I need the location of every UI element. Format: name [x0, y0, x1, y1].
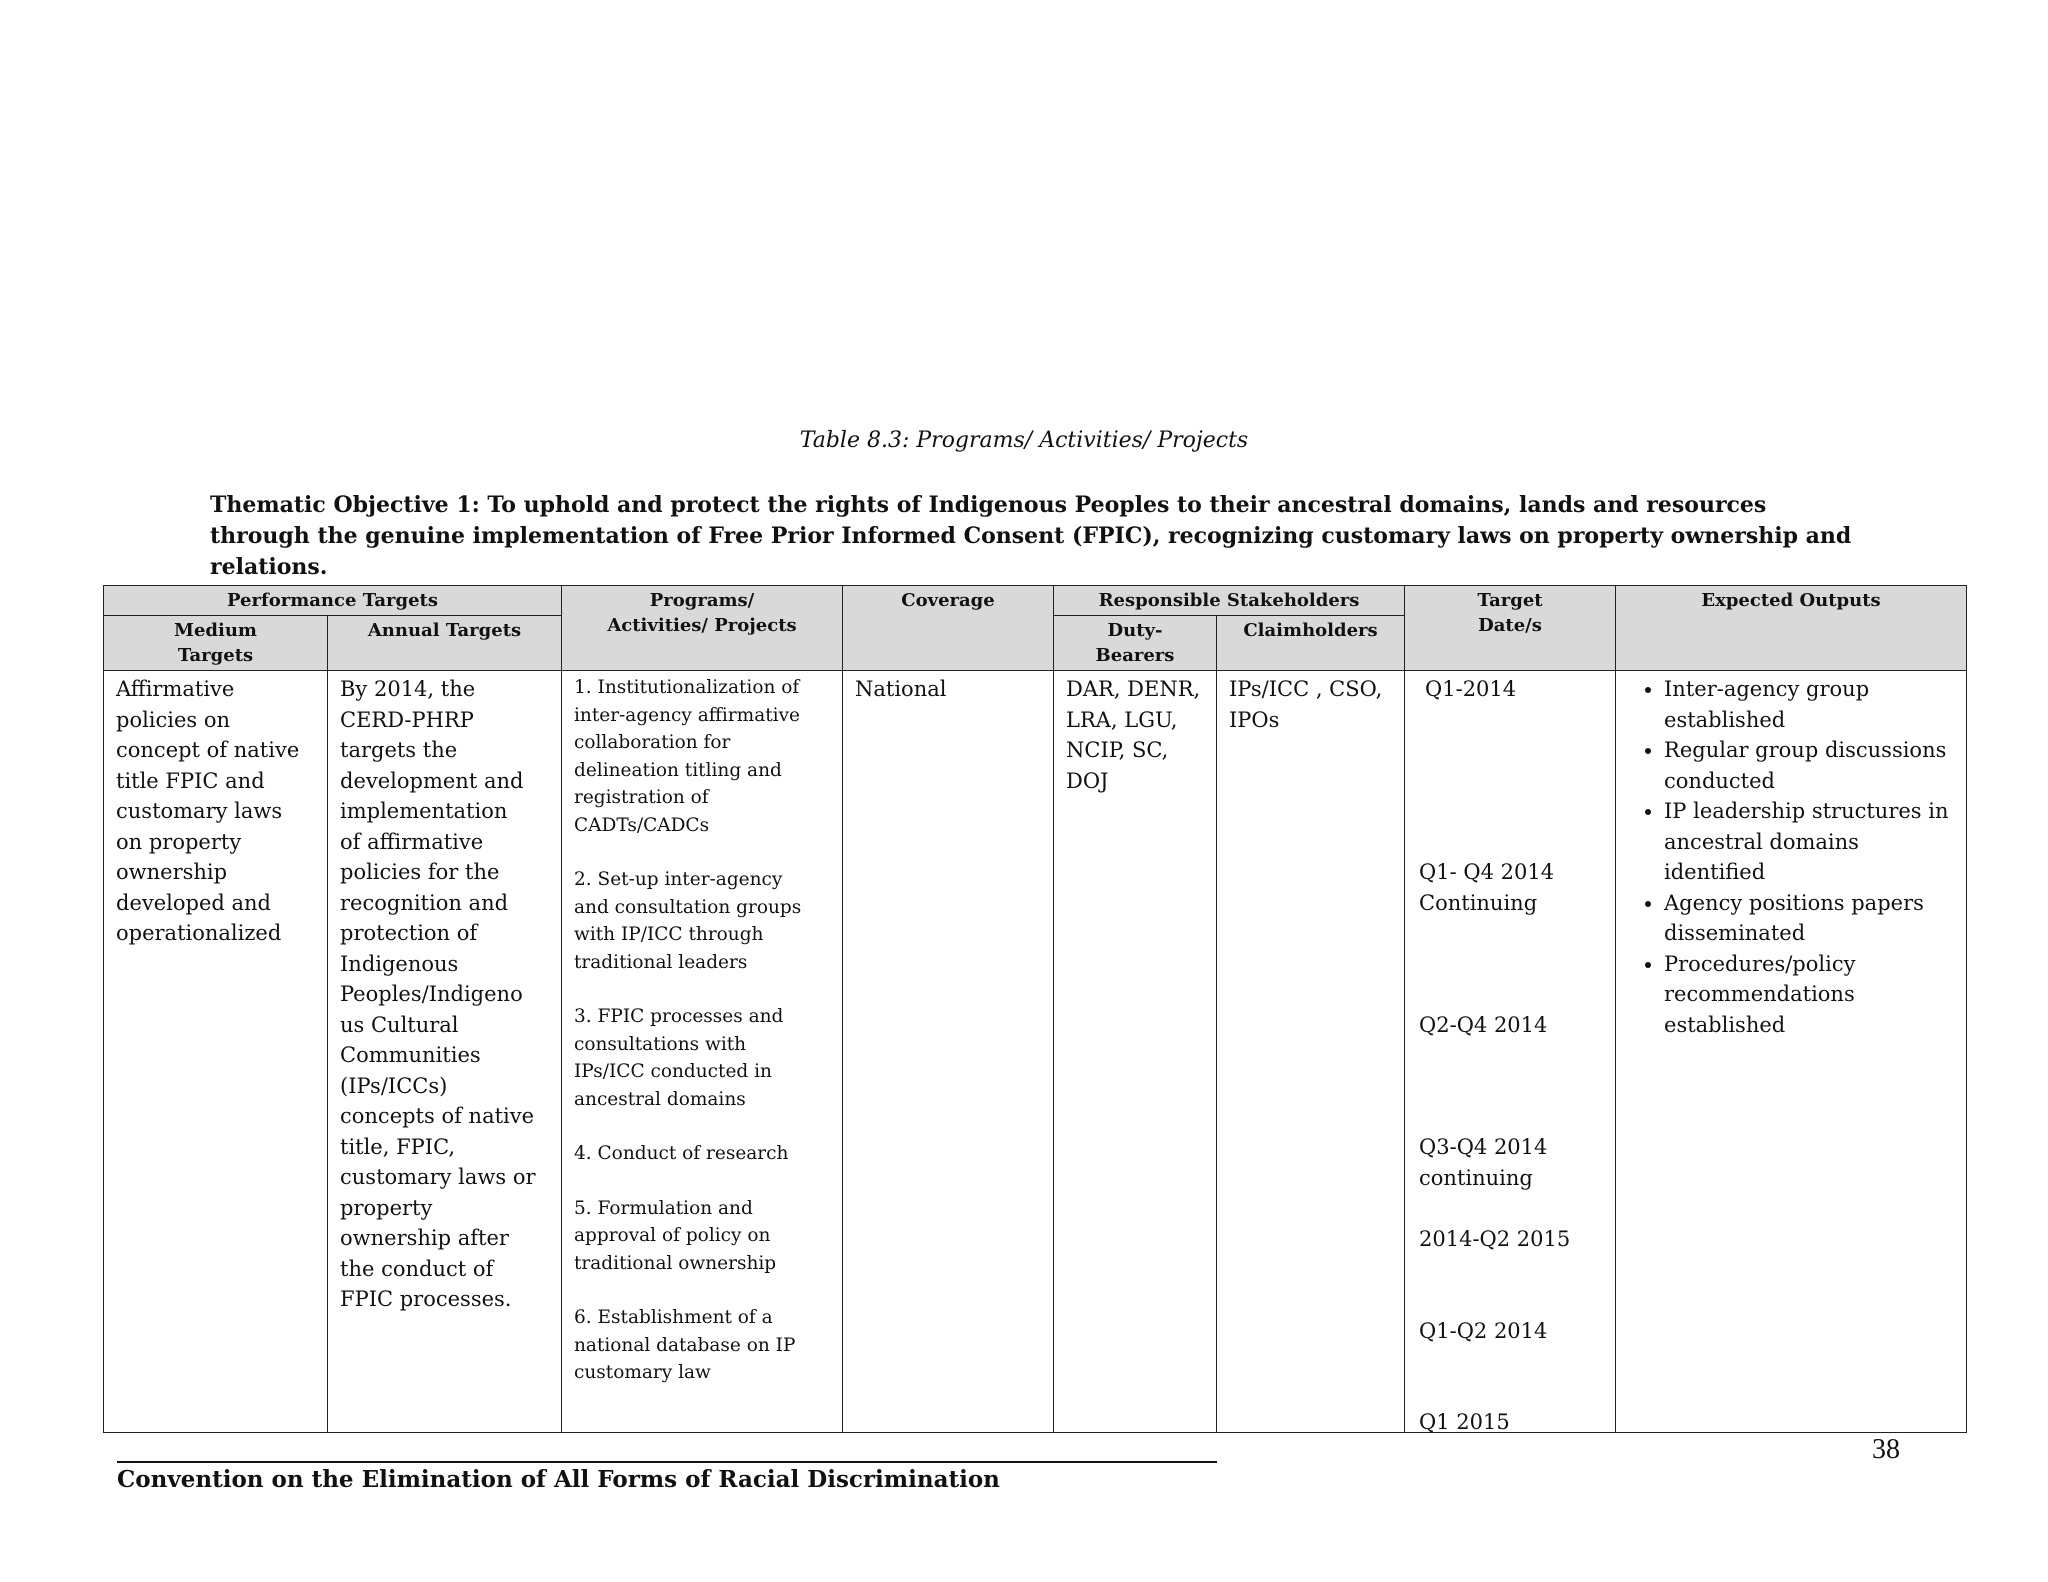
- list-item: • Regular group discussions conducted: [1664, 735, 1956, 796]
- header-claimholders: Claimholders: [1217, 616, 1405, 671]
- header-performance-targets: Performance Targets: [104, 586, 562, 616]
- cell-target-dates: [1405, 671, 1616, 1433]
- cell-annual-target: By 2014, the CERD-PHRP targets the development and implementation of affirmative policies for the recognition and protection of Indigenous Peoples/Indigeno us Cultural Communities (IPs/ICCs) concepts of native title, FPIC, customary laws or property ownership after the conduct of FPIC processes.: [328, 671, 562, 1433]
- target-date: Q1-Q2 2014: [1419, 1319, 1548, 1343]
- header-coverage: Coverage: [843, 586, 1054, 671]
- list-item: 5. Formulation and approval of policy on traditional ownership: [574, 1197, 777, 1274]
- list-item: 6. Establishment of a national database on IP customary law: [574, 1307, 796, 1383]
- programs-table: [103, 585, 1967, 1433]
- page-number: 38: [1872, 1434, 1900, 1465]
- outputs-list: [1628, 674, 1956, 1040]
- header-expected-outputs: Expected Outputs: [1616, 586, 1967, 671]
- header-duty-bearers: Duty- Bearers: [1054, 616, 1217, 671]
- cell-expected-outputs: [1616, 671, 1967, 1433]
- header-target-dates: Target Date/s: [1405, 586, 1616, 671]
- activities-list: [574, 674, 832, 1387]
- target-date: Q1 2015: [1419, 1410, 1510, 1434]
- header-programs: Programs/ Activities/ Projects: [562, 586, 843, 671]
- cell-coverage: National: [843, 671, 1054, 1433]
- list-item: • Procedures/policy recommendations established: [1664, 949, 1956, 1041]
- list-item: • Inter-agency group established: [1664, 674, 1956, 735]
- header-medium-targets: Medium Targets: [104, 616, 328, 671]
- header-responsible-stakeholders: Responsible Stakeholders: [1054, 586, 1405, 616]
- list-item: 4. Conduct of research: [574, 1143, 789, 1164]
- list-item: • IP leadership structures in ancestral domains identified: [1664, 796, 1956, 888]
- list-item: 2. Set-up inter-agency and consultation groups with IP/ICC through traditional leaders: [574, 869, 802, 973]
- header-annual-targets: Annual Targets: [328, 616, 562, 671]
- target-date: 2014-Q2 2015: [1419, 1227, 1571, 1251]
- table-caption: Table 8.3: Programs/ Activities/ Projects: [799, 428, 1249, 453]
- list-item: 3. FPIC processes and consultations with IPs/ICC conducted in ancestral domains: [574, 1006, 784, 1110]
- target-date: Q1- Q4 2014 Continuing: [1419, 860, 1555, 915]
- cell-duty-bearers: DAR, DENR, LRA, LGU, NCIP, SC, DOJ: [1054, 671, 1217, 1433]
- list-item: 1. Institutionalization of inter-agency affirmative collaboration for delineation titling and registration of CADTs/CADCs: [574, 677, 800, 836]
- target-date: Q2-Q4 2014: [1419, 1013, 1548, 1037]
- list-item: • Agency positions papers disseminated: [1664, 888, 1956, 949]
- header-row-1: [104, 586, 1967, 616]
- table-row: [104, 671, 1967, 1433]
- cell-claimholders: IPs/ICC , CSO, IPOs: [1217, 671, 1405, 1433]
- target-date: Q3-Q4 2014 continuing: [1419, 1135, 1548, 1190]
- footer-title: Convention on the Elimination of All Forms of Racial Discrimination: [117, 1466, 1000, 1493]
- cell-activities: [562, 671, 843, 1433]
- target-date: Q1-2014: [1425, 677, 1517, 701]
- cell-medium-target: Affirmative policies on concept of native title FPIC and customary laws on property ownership developed and operationalized: [104, 671, 328, 1433]
- footer-rule: [117, 1461, 1217, 1463]
- thematic-objective: Thematic Objective 1: To uphold and protect the rights of Indigenous Peoples to their ancestral domains, lands and resources through the genuine implementation of Free Prior Informed Consent (FPIC), recognizing customary laws on property ownership and relations.: [210, 492, 1852, 580]
